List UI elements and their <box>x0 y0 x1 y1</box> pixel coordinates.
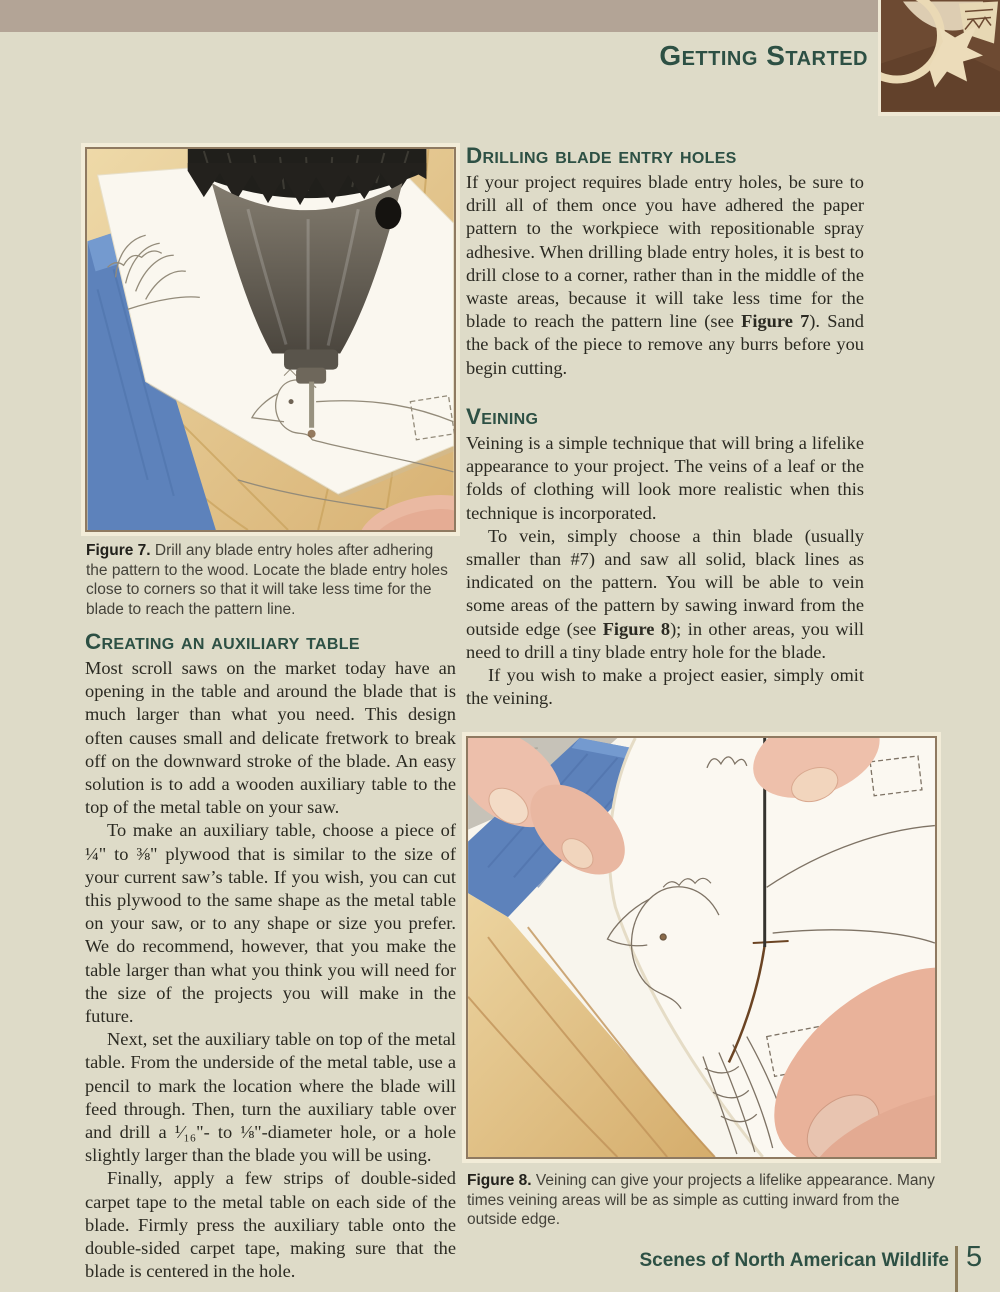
veining-body <box>466 432 864 710</box>
paragraph-text: If your project requires blade entry holes, be sure to drill all of them once you have adhered the paper pattern to the workpiece with repositionable spray adhesive. When drilling blade entry holes, it is best to drill close to a corner, rather than in the middle of the waste areas, because it will take less time for the blade to reach the pattern line (see <box>466 172 864 332</box>
paragraph: If you wish to make a project easier, simply omit the veining. <box>466 665 864 709</box>
corner-photo-scrollsaw-pieces <box>878 0 1000 116</box>
chuck-key-hole <box>375 197 401 229</box>
figure7-caption-label: Figure 7. <box>86 542 151 559</box>
paragraph-text: To vein, simply choose a thin blade (usually smaller than #7) and saw all solid, black lines as indicated on the pattern. You will be able to vein some areas of the pattern by sawing inward from the outside edge (see <box>466 525 864 639</box>
figure7-caption-text: Drill any blade entry holes after adhering the pattern to the wood. Locate the blade entry holes close to corners so that it will take less time for the blade to reach the pattern line. <box>86 542 448 618</box>
blade-entry-hole <box>308 430 316 438</box>
paragraph-text: ); in other areas, you will need to drill a tiny blade entry hole for the blade. <box>466 618 864 662</box>
figure8-reference: Figure 8 <box>602 618 671 639</box>
figure8-caption-label: Figure 8. <box>467 1172 532 1189</box>
paragraph: Next, set the auxiliary table on top of the metal table. From the underside of the metal table, use a pencil to mark the location where the blade will feed through. Then, turn the auxiliary table over and drill a ¹⁄₁₆"- to ⅛"-diameter hole, or a hole slightly larger than the blade you will be using. <box>85 1029 456 1166</box>
heading-creating-auxiliary-table: Creating an auxiliary table <box>85 629 360 654</box>
paragraph <box>466 525 864 664</box>
figure8-caption <box>467 1171 941 1230</box>
heading-drilling-blade-entry-holes: Drilling blade entry holes <box>466 143 737 168</box>
paragraph-text: ). Sand the back of the piece to remove any burrs before you begin cutting. <box>466 311 864 378</box>
paragraph <box>466 171 864 380</box>
paragraph: Veining is a simple technique that will bring a lifelike appearance to your project. The veins of a leaf or the folds of clothing will look more realistic when this technique is incorporated. <box>466 433 864 523</box>
figure8-photo <box>466 736 937 1159</box>
figure8-caption-text: Veining can give your projects a lifelike appearance. Many times veining areas will be as simple as cutting inward from the outside edge. <box>467 1172 935 1229</box>
page-number: 5 <box>966 1241 983 1273</box>
figure8-illustration <box>468 738 935 1157</box>
figure7-caption <box>86 541 454 619</box>
figure7-illustration <box>87 149 454 530</box>
drill-bit <box>309 382 314 428</box>
page-title: Getting Started <box>659 40 868 71</box>
heading-veining: Veining <box>466 404 539 429</box>
scrollsaw-pieces-illustration <box>881 0 1000 112</box>
paragraph: To make an auxiliary table, choose a piece of ¼" to ⅜" plywood that is similar to the size of your current saw’s table. If you wish, you can cut this plywood to the same shape as the metal table on your saw, or to any shape or size you prefer. We do recommend, however, that you make the table larger than what you think you will need for the size of the projects you will make in the future. <box>85 820 456 1027</box>
footer-book-title: Scenes of North American Wildlife <box>639 1250 949 1271</box>
figure7-reference: Figure 7 <box>741 311 810 332</box>
paragraph: Most scroll saws on the market today have an opening in the table and around the blade that is much larger than what you need. This design often causes small and delicate fretwork to break off on the downward stroke of the blade. An easy solution is to add a wooden auxiliary table to the top of the metal table on your saw. <box>85 658 456 818</box>
footer-divider <box>955 1246 958 1292</box>
figure7-photo <box>85 147 456 532</box>
auxiliary-table-body <box>85 657 456 1283</box>
top-accent-bar <box>0 0 1000 32</box>
paragraph: Finally, apply a few strips of double-sided carpet tape to the metal table on each side of the blade. Firmly press the auxiliary table onto the double-sided carpet tape, making sure that the blade is centered in the hole. <box>85 1168 456 1282</box>
drilling-body <box>466 171 864 380</box>
